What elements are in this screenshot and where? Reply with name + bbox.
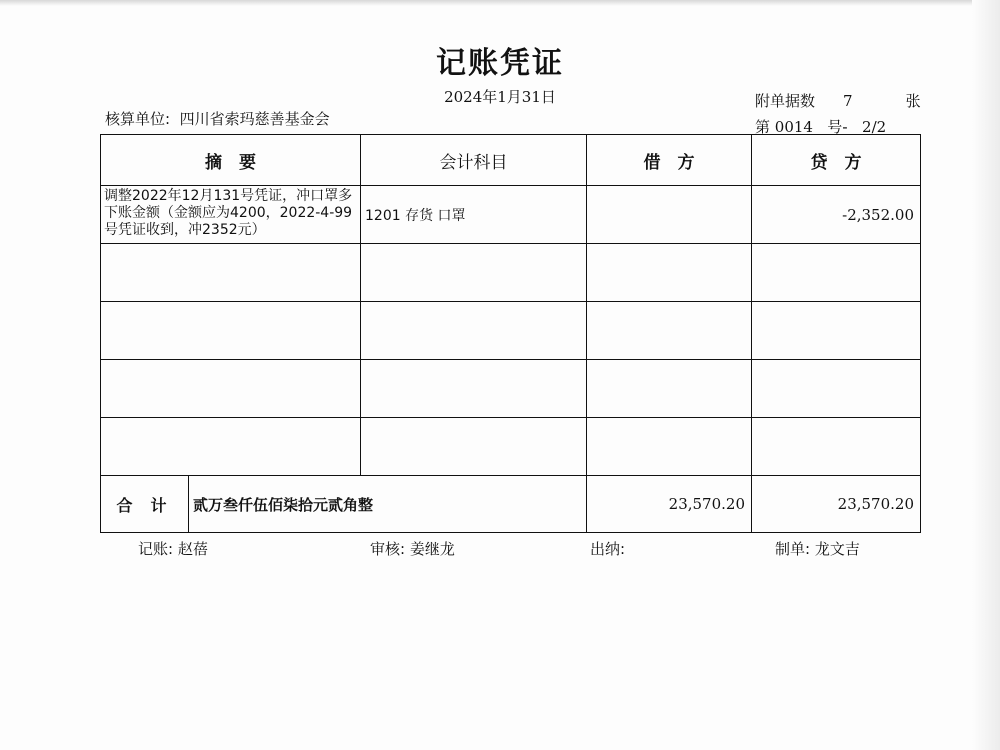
footer-reviewer <box>370 538 455 559</box>
total-credit: 23,570.20 <box>752 476 921 533</box>
voucher-number-value: 0014 <box>774 118 813 136</box>
row-summary: 调整2022年12月131号凭证，冲口罩多下账金额（金额应为4200，2022-4-99号凭证收到，冲2352元） <box>101 186 361 244</box>
row-debit <box>587 302 752 360</box>
row-debit <box>587 244 752 302</box>
row-summary <box>101 244 361 302</box>
bookkeeper-label: 记账: <box>138 540 174 558</box>
row-summary <box>101 418 361 476</box>
paper-right-edge <box>972 0 1000 750</box>
total-row <box>101 476 921 533</box>
cashier-label: 出纳: <box>590 540 626 558</box>
row-account <box>361 244 587 302</box>
accounting-unit-value: 四川省索玛慈善基金会 <box>179 110 330 128</box>
total-label: 合计 <box>101 476 189 533</box>
total-amount-words: 贰万叁仟伍佰柒拾元贰角整 <box>189 476 587 533</box>
paper-top-edge <box>0 0 1000 6</box>
accounting-unit-label: 核算单位: <box>105 110 171 128</box>
footer-bookkeeper <box>138 538 208 559</box>
row-credit <box>752 360 921 418</box>
header-account: 会计科目 <box>361 135 587 186</box>
row-summary <box>101 360 361 418</box>
footer-cashier <box>590 538 625 559</box>
row-credit: -2,352.00 <box>752 186 921 244</box>
attachments-value: 7 <box>843 92 853 110</box>
header-summary: 摘 要 <box>101 135 361 186</box>
voucher-number-prefix: 第 <box>755 118 771 136</box>
row-account <box>361 302 587 360</box>
row-debit <box>587 418 752 476</box>
preparer-name: 龙文吉 <box>814 540 860 558</box>
row-summary <box>101 302 361 360</box>
row-account: 1201 存货 口罩 <box>361 186 587 244</box>
table-row <box>101 302 921 360</box>
row-account <box>361 418 587 476</box>
row-credit <box>752 302 921 360</box>
voucher-page-number: 2/2 <box>862 118 887 136</box>
row-credit <box>752 418 921 476</box>
reviewer-label: 审核: <box>370 540 406 558</box>
attachments-count <box>755 90 921 111</box>
footer-preparer <box>775 538 860 559</box>
row-credit <box>752 244 921 302</box>
row-debit <box>587 186 752 244</box>
preparer-label: 制单: <box>775 540 811 558</box>
accounting-unit <box>105 108 330 129</box>
header-credit: 贷 方 <box>752 135 921 186</box>
table-row <box>101 186 921 244</box>
voucher-table <box>100 134 921 533</box>
attachments-label: 附单据数 <box>755 92 816 110</box>
row-debit <box>587 360 752 418</box>
voucher-number-suffix: 号- <box>827 118 848 136</box>
table-row <box>101 360 921 418</box>
row-account <box>361 360 587 418</box>
reviewer-name: 姜继龙 <box>409 540 455 558</box>
total-debit: 23,570.20 <box>587 476 752 533</box>
header-debit: 借 方 <box>587 135 752 186</box>
voucher-date: 2024年1月31日 <box>444 88 556 106</box>
table-row <box>101 244 921 302</box>
table-row <box>101 418 921 476</box>
table-header-row <box>101 135 921 186</box>
attachments-unit: 张 <box>905 92 921 110</box>
voucher-title: 记账凭证 <box>436 46 564 81</box>
bookkeeper-name: 赵蓓 <box>177 540 208 558</box>
